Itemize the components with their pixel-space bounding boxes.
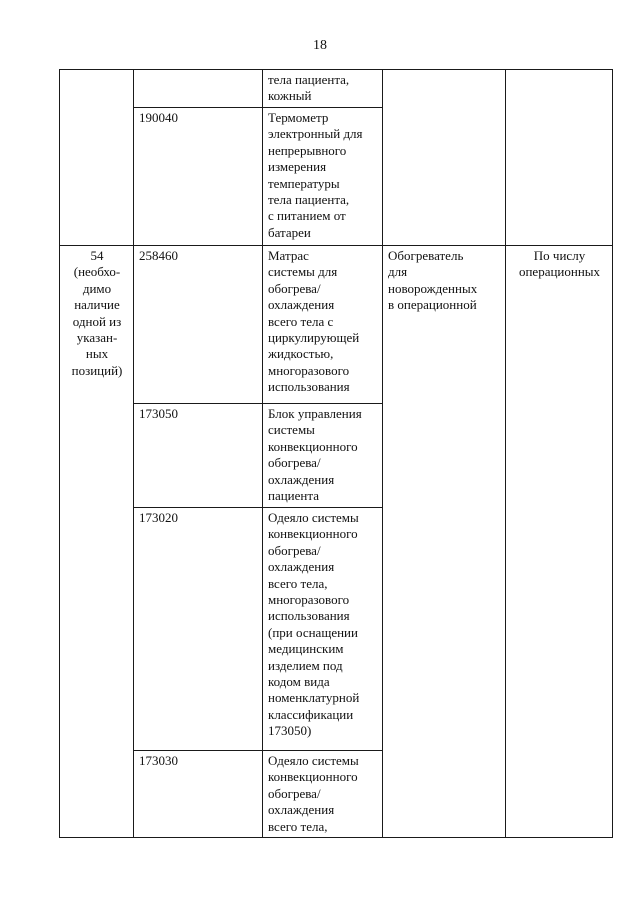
requirement-cell <box>506 246 613 838</box>
name-cell <box>263 508 383 751</box>
code-cell <box>134 508 263 751</box>
equipment-cell <box>383 246 506 838</box>
name-cell <box>263 246 383 404</box>
name-cell <box>263 108 383 246</box>
requirement-text: По числу операционных <box>518 248 601 280</box>
code-text: 173030 <box>139 753 178 768</box>
equipment-cell-empty <box>383 70 506 246</box>
page-number: 18 <box>313 38 327 53</box>
code-cell <box>134 751 263 838</box>
requirement-cell-empty <box>506 70 613 246</box>
code-cell <box>134 404 263 508</box>
name-cell <box>263 404 383 508</box>
code-text: 173050 <box>139 406 178 421</box>
name-text: Матрас системы для обогрева/ охлаждения всего тела с циркулирующей жидкостью, многоразового использования <box>268 248 360 395</box>
item-number-cell <box>60 246 134 838</box>
item-number-text: 54 (необхо- димо наличие одной из указан- ных позиций) <box>71 248 123 378</box>
name-text: Одеяло системы конвекционного обогрева/ охлаждения всего тела, многоразового использования (при оснащении медицинским изделием под кодом вида номенклатурной классификации 173050) <box>268 510 360 739</box>
equipment-text: Обогреватель для новорожденных в операционной <box>388 248 478 313</box>
code-cell <box>134 108 263 246</box>
code-cell <box>134 246 263 404</box>
code-text: 258460 <box>139 248 178 263</box>
name-cell <box>263 751 383 838</box>
table-row <box>60 70 613 108</box>
table-row <box>60 246 613 404</box>
name-cell <box>263 70 383 108</box>
code-cell <box>134 70 263 108</box>
name-text: тела пациента, кожный <box>268 72 350 104</box>
code-text: 190040 <box>139 110 178 125</box>
name-text: Одеяло системы конвекционного обогрева/ охлаждения всего тела, <box>268 753 359 834</box>
name-text: Блок управления системы конвекционного обогрева/ охлаждения пациента <box>268 406 362 504</box>
number-cell-empty <box>60 70 134 246</box>
equipment-table <box>59 69 613 838</box>
name-text: Термометр электронный для непрерывного измерения температуры тела пациента, с питанием от батареи <box>268 110 363 240</box>
code-text: 173020 <box>139 510 178 525</box>
